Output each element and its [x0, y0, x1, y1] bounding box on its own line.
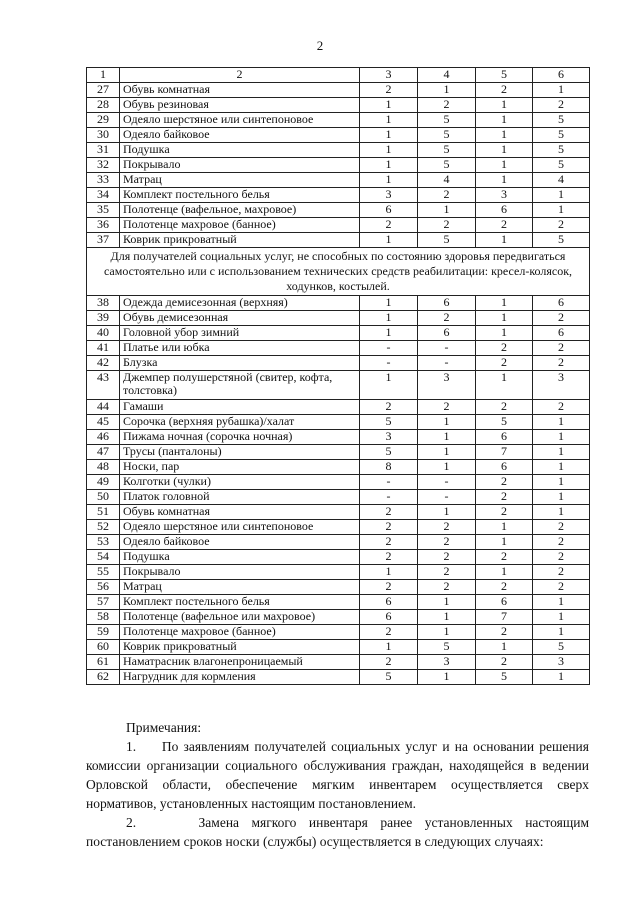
- value-cell: 6: [360, 610, 418, 625]
- row-number-cell: 33: [87, 173, 120, 188]
- value-cell: 3: [533, 371, 590, 400]
- row-number-cell: 56: [87, 580, 120, 595]
- value-cell: 2: [533, 580, 590, 595]
- item-name-cell: Гамаши: [120, 400, 360, 415]
- item-name-cell: Полотенце махровое (банное): [120, 218, 360, 233]
- value-cell: 1: [476, 326, 533, 341]
- item-name-cell: Одеяло байковое: [120, 128, 360, 143]
- table-row: [87, 490, 590, 505]
- value-cell: 1: [533, 610, 590, 625]
- value-cell: 7: [476, 610, 533, 625]
- item-name-cell: Носки, пар: [120, 460, 360, 475]
- item-name-cell: Головной убор зимний: [120, 326, 360, 341]
- value-cell: 2: [476, 475, 533, 490]
- value-cell: 1: [476, 128, 533, 143]
- value-cell: 1: [360, 113, 418, 128]
- table-row: [87, 565, 590, 580]
- value-cell: 1: [418, 595, 476, 610]
- value-cell: 2: [476, 625, 533, 640]
- value-cell: 2: [418, 311, 476, 326]
- row-number-cell: 61: [87, 655, 120, 670]
- item-name-cell: Покрывало: [120, 565, 360, 580]
- value-cell: 1: [476, 113, 533, 128]
- value-cell: 1: [418, 460, 476, 475]
- table-row: [87, 640, 590, 655]
- row-number-cell: 35: [87, 203, 120, 218]
- row-number-cell: 44: [87, 400, 120, 415]
- value-cell: 1: [476, 158, 533, 173]
- value-cell: 5: [533, 128, 590, 143]
- row-number-cell: 45: [87, 415, 120, 430]
- value-cell: 5: [533, 113, 590, 128]
- value-cell: 2: [476, 580, 533, 595]
- item-name-cell: Колготки (чулки): [120, 475, 360, 490]
- value-cell: 1: [476, 535, 533, 550]
- value-cell: 5: [360, 670, 418, 685]
- value-cell: 7: [476, 445, 533, 460]
- value-cell: 1: [533, 625, 590, 640]
- item-name-cell: Одеяло байковое: [120, 535, 360, 550]
- table-row: [87, 113, 590, 128]
- row-number-cell: 37: [87, 233, 120, 248]
- item-name-cell: Обувь комнатная: [120, 505, 360, 520]
- row-number-cell: 62: [87, 670, 120, 685]
- value-cell: 2: [360, 400, 418, 415]
- value-cell: 1: [476, 98, 533, 113]
- value-cell: 5: [476, 670, 533, 685]
- table-row: [87, 625, 590, 640]
- value-cell: 1: [418, 610, 476, 625]
- value-cell: -: [360, 490, 418, 505]
- value-cell: 2: [533, 311, 590, 326]
- value-cell: 1: [418, 83, 476, 98]
- value-cell: 6: [533, 296, 590, 311]
- value-cell: 1: [533, 445, 590, 460]
- row-number-cell: 29: [87, 113, 120, 128]
- value-cell: 5: [476, 415, 533, 430]
- value-cell: 1: [533, 670, 590, 685]
- norms-table: [86, 67, 590, 685]
- value-cell: 1: [533, 505, 590, 520]
- value-cell: 1: [360, 640, 418, 655]
- table-row: [87, 371, 590, 400]
- value-cell: 6: [418, 326, 476, 341]
- value-cell: 1: [360, 158, 418, 173]
- value-cell: 1: [476, 311, 533, 326]
- table-row: [87, 326, 590, 341]
- value-cell: 4: [418, 173, 476, 188]
- value-cell: 2: [533, 520, 590, 535]
- item-name-cell: Матрац: [120, 580, 360, 595]
- item-name-cell: Комплект постельного белья: [120, 188, 360, 203]
- notes-heading: Примечания:: [126, 720, 202, 735]
- value-cell: 2: [360, 218, 418, 233]
- value-cell: 1: [360, 128, 418, 143]
- value-cell: 2: [476, 550, 533, 565]
- row-number-cell: 38: [87, 296, 120, 311]
- value-cell: 1: [360, 371, 418, 400]
- table-row: [87, 460, 590, 475]
- value-cell: 2: [360, 580, 418, 595]
- value-cell: -: [418, 490, 476, 505]
- value-cell: 1: [360, 143, 418, 158]
- value-cell: 2: [476, 356, 533, 371]
- value-cell: 2: [476, 400, 533, 415]
- value-cell: 1: [533, 188, 590, 203]
- value-cell: 2: [476, 655, 533, 670]
- value-cell: 3: [476, 188, 533, 203]
- table-row: [87, 98, 590, 113]
- value-cell: 2: [533, 550, 590, 565]
- value-cell: 2: [476, 83, 533, 98]
- value-cell: 5: [418, 158, 476, 173]
- row-number-cell: 49: [87, 475, 120, 490]
- value-cell: 5: [360, 415, 418, 430]
- value-cell: 5: [533, 640, 590, 655]
- value-cell: 1: [476, 640, 533, 655]
- item-name-cell: Сорочка (верхняя рубашка)/халат: [120, 415, 360, 430]
- notes-section: [86, 718, 589, 851]
- value-cell: 5: [418, 233, 476, 248]
- row-number-cell: 30: [87, 128, 120, 143]
- value-cell: 2: [418, 565, 476, 580]
- table-row: [87, 173, 590, 188]
- note-item: 2. Замена мягкого инвентаря ранее установленных настоящим постановлением сроков носки (службы) осуществляется в следующих случаях:: [86, 815, 589, 849]
- value-cell: 2: [533, 98, 590, 113]
- value-cell: 2: [360, 550, 418, 565]
- value-cell: 2: [418, 98, 476, 113]
- row-number-cell: 42: [87, 356, 120, 371]
- table-row: [87, 430, 590, 445]
- item-name-cell: Одежда демисезонная (верхняя): [120, 296, 360, 311]
- table-row: [87, 203, 590, 218]
- header-cell: 3: [360, 68, 418, 83]
- row-number-cell: 34: [87, 188, 120, 203]
- value-cell: 1: [476, 371, 533, 400]
- value-cell: 5: [533, 233, 590, 248]
- item-name-cell: Пижама ночная (сорочка ночная): [120, 430, 360, 445]
- table-row: [87, 400, 590, 415]
- norms-table-body: [87, 68, 590, 685]
- value-cell: 2: [418, 400, 476, 415]
- item-name-cell: Коврик прикроватный: [120, 640, 360, 655]
- value-cell: 2: [418, 188, 476, 203]
- value-cell: 2: [418, 550, 476, 565]
- value-cell: 2: [476, 218, 533, 233]
- table-row: [87, 550, 590, 565]
- value-cell: 2: [533, 341, 590, 356]
- item-name-cell: Полотенце махровое (банное): [120, 625, 360, 640]
- header-cell: 2: [120, 68, 360, 83]
- item-name-cell: Платье или юбка: [120, 341, 360, 356]
- row-number-cell: 55: [87, 565, 120, 580]
- value-cell: 5: [533, 143, 590, 158]
- item-name-cell: Нагрудник для кормления: [120, 670, 360, 685]
- value-cell: 1: [533, 430, 590, 445]
- value-cell: 1: [418, 415, 476, 430]
- row-number-cell: 41: [87, 341, 120, 356]
- value-cell: 2: [533, 218, 590, 233]
- note-item: 1. По заявлениям получателей социальных услуг и на основании решения комиссии организации социального обслуживания граждан, находящейся в ведении Орловской области, обеспечение мягким инвентарем осуществляется сверх нормативов, установленных настоящим постановлением.: [86, 739, 589, 811]
- item-name-cell: Матрац: [120, 173, 360, 188]
- value-cell: -: [360, 341, 418, 356]
- value-cell: 2: [533, 565, 590, 580]
- item-name-cell: Трусы (панталоны): [120, 445, 360, 460]
- table-row: [87, 83, 590, 98]
- table-row: [87, 158, 590, 173]
- value-cell: 5: [533, 158, 590, 173]
- row-number-cell: 52: [87, 520, 120, 535]
- value-cell: 1: [533, 595, 590, 610]
- item-name-cell: Подушка: [120, 143, 360, 158]
- item-name-cell: Полотенце (вафельное или махровое): [120, 610, 360, 625]
- value-cell: 1: [418, 625, 476, 640]
- row-number-cell: 32: [87, 158, 120, 173]
- value-cell: 6: [360, 595, 418, 610]
- item-name-cell: Платок головной: [120, 490, 360, 505]
- value-cell: 1: [418, 670, 476, 685]
- table-row: [87, 535, 590, 550]
- item-name-cell: Обувь демисезонная: [120, 311, 360, 326]
- item-name-cell: Комплект постельного белья: [120, 595, 360, 610]
- row-number-cell: 40: [87, 326, 120, 341]
- value-cell: 1: [533, 475, 590, 490]
- row-number-cell: 48: [87, 460, 120, 475]
- value-cell: 2: [418, 580, 476, 595]
- row-number-cell: 59: [87, 625, 120, 640]
- value-cell: 2: [360, 520, 418, 535]
- value-cell: 2: [418, 520, 476, 535]
- value-cell: 2: [360, 625, 418, 640]
- value-cell: 2: [476, 505, 533, 520]
- item-name-cell: Обувь комнатная: [120, 83, 360, 98]
- value-cell: 2: [418, 535, 476, 550]
- value-cell: 1: [418, 203, 476, 218]
- row-number-cell: 36: [87, 218, 120, 233]
- value-cell: 6: [476, 595, 533, 610]
- table-row: [87, 505, 590, 520]
- value-cell: 1: [360, 296, 418, 311]
- item-name-cell: Блузка: [120, 356, 360, 371]
- value-cell: 3: [360, 430, 418, 445]
- value-cell: 1: [476, 296, 533, 311]
- table-row: [87, 655, 590, 670]
- value-cell: 1: [360, 311, 418, 326]
- value-cell: -: [418, 341, 476, 356]
- value-cell: 2: [533, 535, 590, 550]
- table-row: [87, 341, 590, 356]
- value-cell: -: [418, 356, 476, 371]
- value-cell: 3: [533, 655, 590, 670]
- value-cell: 3: [418, 371, 476, 400]
- table-row: [87, 188, 590, 203]
- row-number-cell: 27: [87, 83, 120, 98]
- value-cell: 1: [360, 565, 418, 580]
- value-cell: 2: [533, 356, 590, 371]
- value-cell: 1: [418, 505, 476, 520]
- value-cell: 6: [476, 203, 533, 218]
- item-name-cell: Одеяло шерстяное или синтепоновое: [120, 520, 360, 535]
- value-cell: 1: [533, 415, 590, 430]
- table-row: [87, 233, 590, 248]
- item-name-cell: Покрывало: [120, 158, 360, 173]
- value-cell: 1: [360, 173, 418, 188]
- value-cell: 1: [476, 143, 533, 158]
- value-cell: 1: [476, 520, 533, 535]
- table-row: [87, 580, 590, 595]
- value-cell: 5: [360, 445, 418, 460]
- value-cell: 1: [476, 565, 533, 580]
- value-cell: 6: [360, 203, 418, 218]
- row-number-cell: 60: [87, 640, 120, 655]
- value-cell: 2: [360, 535, 418, 550]
- value-cell: 3: [360, 188, 418, 203]
- table-header-row: [87, 68, 590, 83]
- value-cell: 1: [533, 490, 590, 505]
- value-cell: 5: [418, 143, 476, 158]
- item-name-cell: Джемпер полушерстяной (свитер, кофта, толстовка): [120, 371, 360, 400]
- row-number-cell: 50: [87, 490, 120, 505]
- value-cell: 5: [418, 640, 476, 655]
- value-cell: 1: [476, 173, 533, 188]
- value-cell: 2: [418, 218, 476, 233]
- value-cell: 2: [360, 505, 418, 520]
- item-name-cell: Подушка: [120, 550, 360, 565]
- value-cell: -: [360, 475, 418, 490]
- table-row: [87, 610, 590, 625]
- row-number-cell: 47: [87, 445, 120, 460]
- value-cell: 8: [360, 460, 418, 475]
- value-cell: 2: [533, 400, 590, 415]
- table-row: [87, 218, 590, 233]
- table-row: [87, 520, 590, 535]
- value-cell: 6: [476, 430, 533, 445]
- value-cell: 1: [360, 233, 418, 248]
- value-cell: 6: [533, 326, 590, 341]
- value-cell: 1: [476, 233, 533, 248]
- header-cell: 5: [476, 68, 533, 83]
- value-cell: 6: [418, 296, 476, 311]
- row-number-cell: 58: [87, 610, 120, 625]
- row-number-cell: 53: [87, 535, 120, 550]
- value-cell: 1: [533, 83, 590, 98]
- item-name-cell: Обувь резиновая: [120, 98, 360, 113]
- value-cell: 2: [476, 490, 533, 505]
- value-cell: 2: [476, 341, 533, 356]
- value-cell: 1: [418, 430, 476, 445]
- row-number-cell: 28: [87, 98, 120, 113]
- row-number-cell: 57: [87, 595, 120, 610]
- row-number-cell: 39: [87, 311, 120, 326]
- item-name-cell: Наматрасник влагонепроницаемый: [120, 655, 360, 670]
- value-cell: 4: [533, 173, 590, 188]
- table-row: [87, 415, 590, 430]
- table-row: [87, 356, 590, 371]
- value-cell: 1: [533, 460, 590, 475]
- row-number-cell: 51: [87, 505, 120, 520]
- header-cell: 4: [418, 68, 476, 83]
- header-cell: 6: [533, 68, 590, 83]
- section-title: Для получателей социальных услуг, не способных по состоянию здоровья передвигаться самостоятельно или с использованием технических средств реабилитации: кресел-колясок, ходунков, костылей.: [87, 248, 590, 296]
- value-cell: 3: [418, 655, 476, 670]
- value-cell: 1: [418, 445, 476, 460]
- value-cell: 2: [360, 655, 418, 670]
- item-name-cell: Одеяло шерстяное или синтепоновое: [120, 113, 360, 128]
- row-number-cell: 31: [87, 143, 120, 158]
- value-cell: -: [418, 475, 476, 490]
- page-number: 2: [316, 38, 324, 53]
- value-cell: 1: [360, 98, 418, 113]
- value-cell: 5: [418, 113, 476, 128]
- item-name-cell: Коврик прикроватный: [120, 233, 360, 248]
- value-cell: 6: [476, 460, 533, 475]
- value-cell: 2: [360, 83, 418, 98]
- table-row: [87, 128, 590, 143]
- row-number-cell: 54: [87, 550, 120, 565]
- row-number-cell: 46: [87, 430, 120, 445]
- table-row: [87, 311, 590, 326]
- table-row: [87, 296, 590, 311]
- value-cell: 1: [360, 326, 418, 341]
- value-cell: 1: [533, 203, 590, 218]
- table-row: [87, 475, 590, 490]
- table-row: [87, 143, 590, 158]
- header-cell: 1: [87, 68, 120, 83]
- item-name-cell: Полотенце (вафельное, махровое): [120, 203, 360, 218]
- value-cell: 5: [418, 128, 476, 143]
- table-row: [87, 670, 590, 685]
- row-number-cell: 43: [87, 371, 120, 400]
- table-row: [87, 445, 590, 460]
- section-row: [87, 248, 590, 296]
- value-cell: -: [360, 356, 418, 371]
- table-row: [87, 595, 590, 610]
